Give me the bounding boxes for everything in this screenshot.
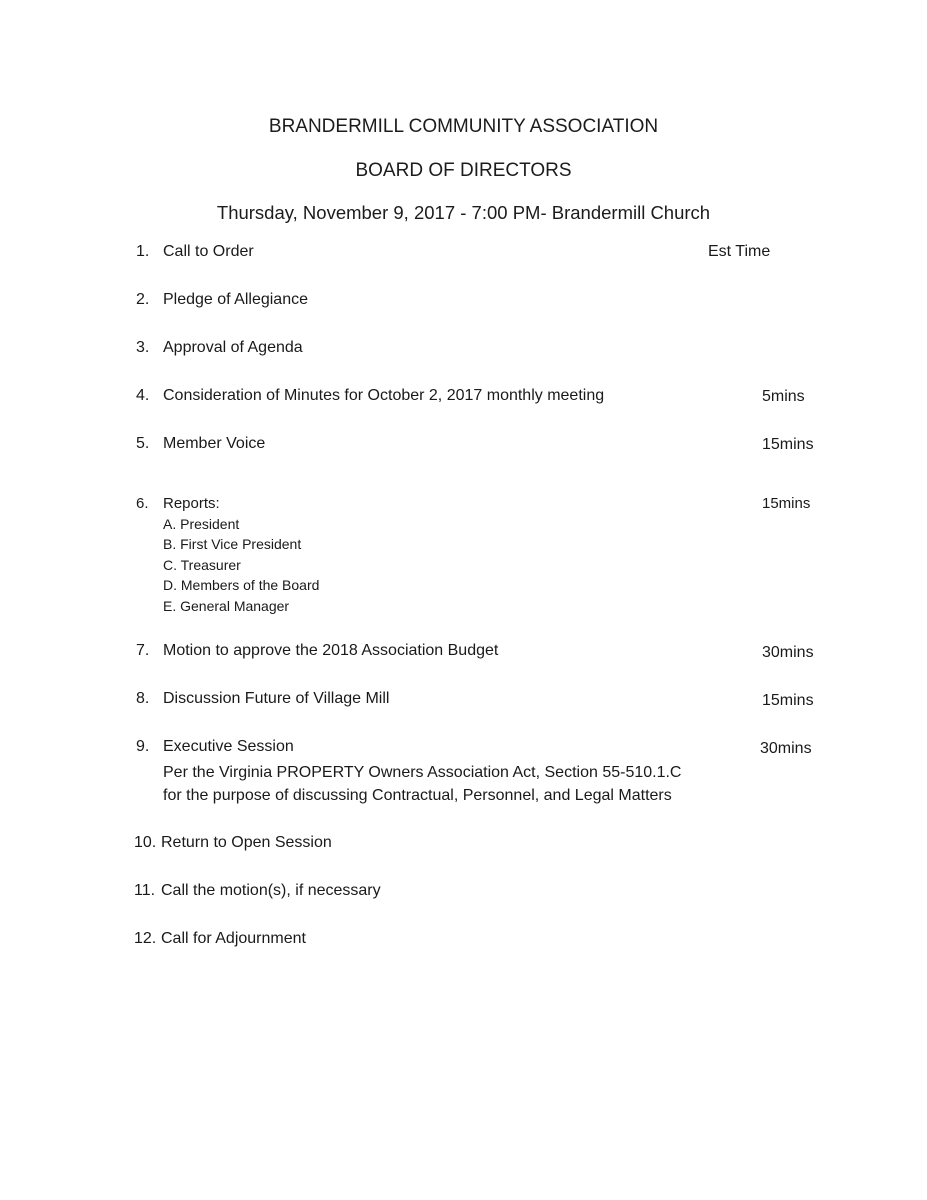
item-title: Return to Open Session [161,834,332,851]
organization-title: BRANDERMILL COMMUNITY ASSOCIATION [268,116,659,137]
item-number: 3. [136,339,150,356]
item-time: 5mins [762,388,805,405]
item-number: 11. [134,882,156,899]
item-title: Call for Adjournment [161,930,306,947]
item-number: 4. [136,387,150,404]
item-number: 6. [136,495,149,512]
item-number: 1. [136,243,150,260]
item-title: Reports: [163,495,220,512]
report-members-of-board: D. Members of the Board [163,577,320,593]
executive-session-statute: Per the Virginia PROPERTY Owners Association Act, Section 55-510.1.C [163,764,682,781]
item-title: Call to Order [163,243,254,260]
board-title: BOARD OF DIRECTORS [355,160,572,181]
est-time-header: Est Time [708,243,771,260]
item-time: 15mins [762,495,811,512]
item-title: Motion to approve the 2018 Association Budget [163,642,499,659]
executive-session-purpose: for the purpose of discussing Contractual, Personnel, and Legal Matters [163,787,672,804]
item-title: Discussion Future of Village Mill [163,690,390,707]
report-president: A. President [163,516,240,532]
item-title: Call the motion(s), if necessary [161,882,381,899]
item-time: 15mins [762,692,814,709]
item-time: 15mins [762,436,814,453]
item-number: 5. [136,435,150,452]
item-title: Approval of Agenda [163,339,303,356]
item-time: 30mins [760,740,812,757]
item-time: 30mins [762,644,814,661]
item-title: Pledge of Allegiance [163,291,308,308]
item-number: 7. [136,642,150,659]
report-general-manager: E. General Manager [163,598,290,614]
meeting-date-location: Thursday, November 9, 2017 - 7:00 PM- Brandermill Church [216,202,711,223]
report-treasurer: C. Treasurer [163,557,241,573]
item-title: Consideration of Minutes for October 2, 2017 monthly meeting [163,387,605,404]
item-number: 8. [136,690,150,707]
item-title: Executive Session [163,738,294,755]
report-first-vice-president: B. First Vice President [163,536,302,552]
item-number: 9. [136,738,150,755]
item-number: 10. [134,834,157,851]
item-title: Member Voice [163,435,266,452]
item-number: 2. [136,291,150,308]
item-number: 12. [134,930,157,947]
